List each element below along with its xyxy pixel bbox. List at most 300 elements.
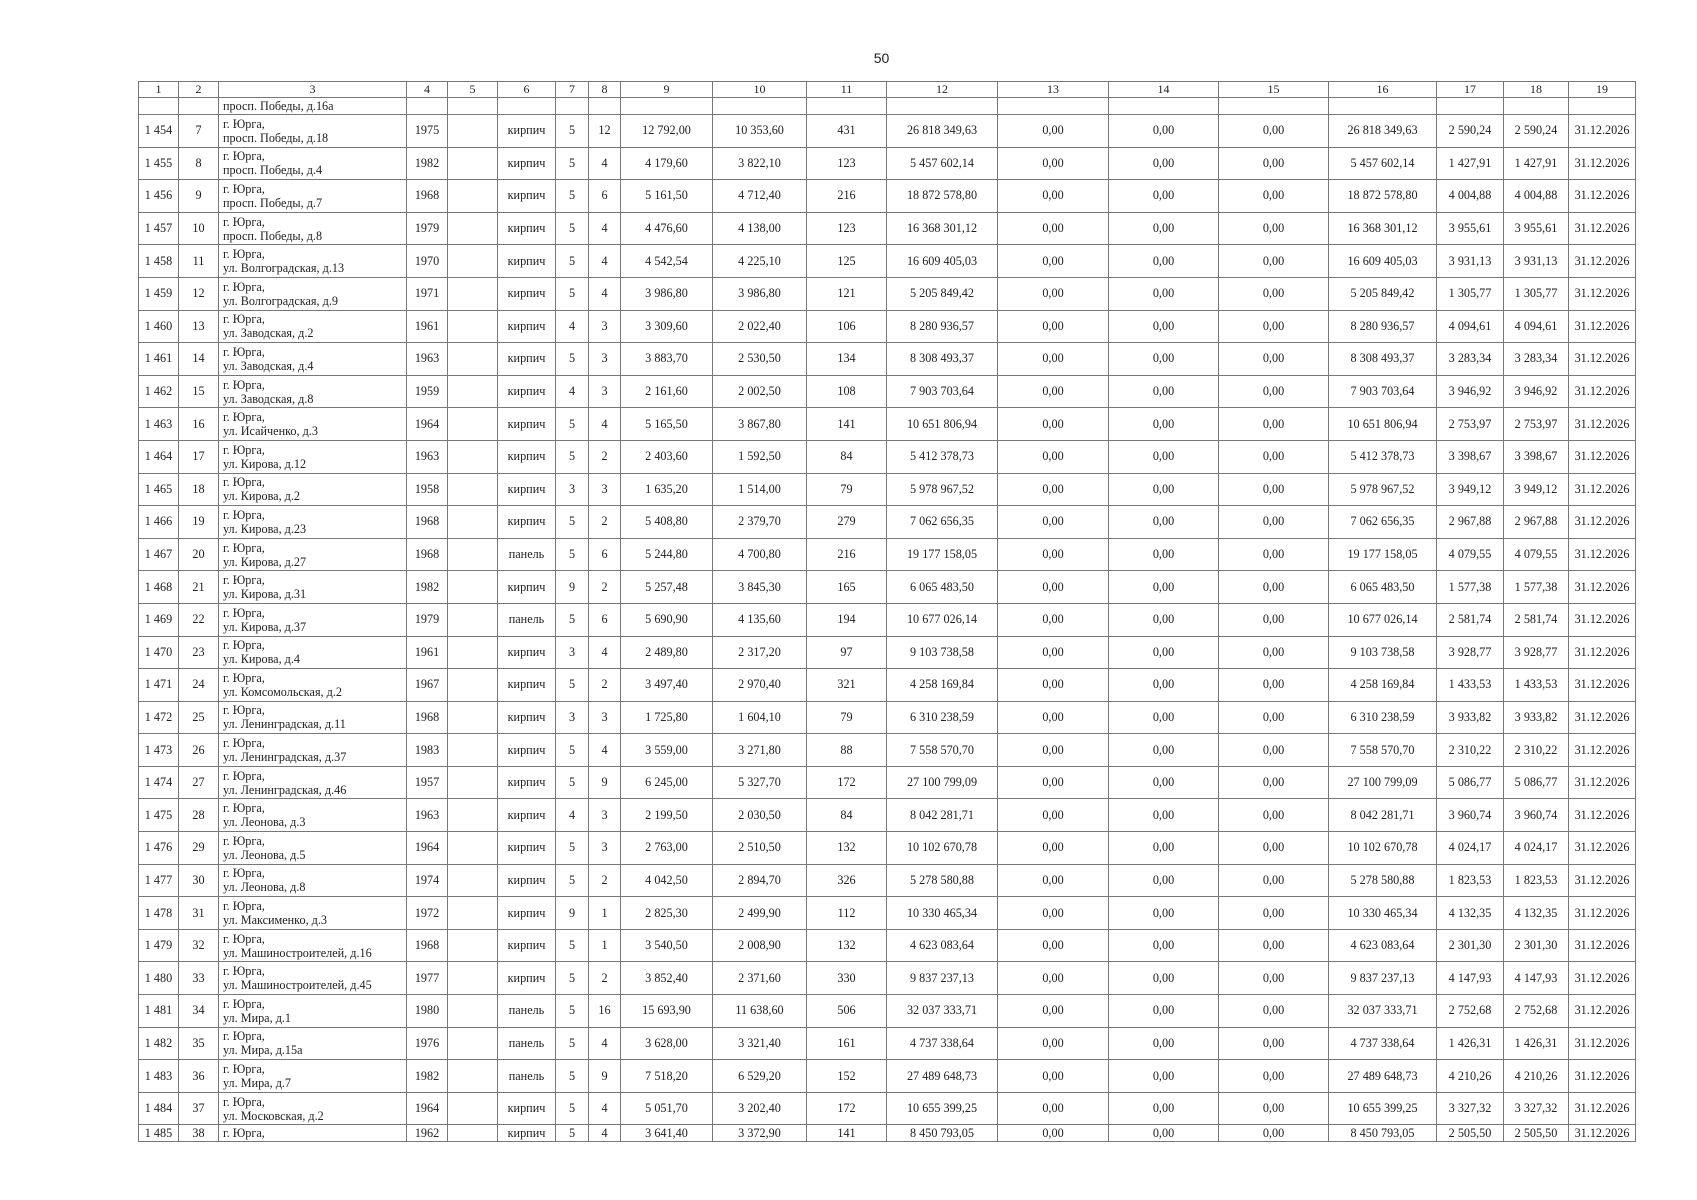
floors-cell: 3 xyxy=(556,473,589,506)
unit-cost-cell: 4 079,55 xyxy=(1437,538,1504,571)
floors-cell: 5 xyxy=(556,538,589,571)
table-row xyxy=(139,180,1636,213)
empty-cell xyxy=(448,180,498,213)
address-city: г. Юрга, xyxy=(223,247,265,262)
value-cell: 0,00 xyxy=(998,115,1109,148)
empty-cell xyxy=(448,277,498,310)
row-id-cell: 1 460 xyxy=(139,310,179,343)
row-id-cell: 1 458 xyxy=(139,245,179,278)
total-cost-cell: 10 102 670,78 xyxy=(1329,832,1437,865)
entrances-cell: 4 xyxy=(589,277,621,310)
material-cell: кирпич xyxy=(498,571,556,604)
unit-cost-cell: 3 955,61 xyxy=(1504,212,1569,245)
residents-cell: 152 xyxy=(807,1060,887,1093)
row-number-cell: 24 xyxy=(179,669,219,702)
value-cell: 0,00 xyxy=(1219,375,1329,408)
total-cost-cell: 18 872 578,80 xyxy=(1329,180,1437,213)
residential-area-cell: 4 700,80 xyxy=(713,538,807,571)
total-cost-cell: 10 677 026,14 xyxy=(1329,603,1437,636)
cost-cell: 5 457 602,14 xyxy=(887,147,998,180)
residential-area-cell: 1 604,10 xyxy=(713,701,807,734)
total-area-cell: 3 559,00 xyxy=(621,734,713,767)
entrances-cell: 6 xyxy=(589,538,621,571)
entrances-cell: 1 xyxy=(589,929,621,962)
residential-area-cell: 1 514,00 xyxy=(713,473,807,506)
material-cell: кирпич xyxy=(498,1092,556,1125)
unit-cost-cell: 3 955,61 xyxy=(1437,212,1504,245)
deadline-cell: 31.12.2026 xyxy=(1569,995,1636,1028)
deadline-cell: 31.12.2026 xyxy=(1569,245,1636,278)
table-row xyxy=(139,669,1636,702)
address-street: просп. Победы, д.4 xyxy=(223,163,323,178)
floors-cell: 5 xyxy=(556,277,589,310)
total-area-cell: 5 690,90 xyxy=(621,603,713,636)
address-street: ул. Леонова, д.8 xyxy=(223,880,306,895)
row-id-cell: 1 484 xyxy=(139,1092,179,1125)
address-cell xyxy=(219,1060,407,1093)
row-number-cell: 38 xyxy=(179,1125,219,1142)
column-header: 4 xyxy=(407,82,448,98)
value-cell: 0,00 xyxy=(1109,962,1219,995)
row-number-cell: 26 xyxy=(179,734,219,767)
value-cell: 0,00 xyxy=(998,832,1109,865)
value-cell: 0,00 xyxy=(1219,995,1329,1028)
value-cell: 0,00 xyxy=(998,245,1109,278)
address-street: ул. Кирова, д.4 xyxy=(223,652,301,667)
value-cell: 0,00 xyxy=(1219,962,1329,995)
cost-cell: 4 258 169,84 xyxy=(887,669,998,702)
residents-cell: 172 xyxy=(807,766,887,799)
floors-cell: 4 xyxy=(556,310,589,343)
year-cell: 1968 xyxy=(407,929,448,962)
value-cell: 0,00 xyxy=(1109,375,1219,408)
unit-cost-cell: 4 210,26 xyxy=(1437,1060,1504,1093)
residents-cell: 132 xyxy=(807,929,887,962)
row-number-cell: 14 xyxy=(179,343,219,376)
year-cell: 1963 xyxy=(407,440,448,473)
column-header: 2 xyxy=(179,82,219,98)
address-cell xyxy=(219,180,407,213)
floors-cell: 5 xyxy=(556,506,589,539)
unit-cost-cell: 2 967,88 xyxy=(1504,506,1569,539)
value-cell: 0,00 xyxy=(1109,506,1219,539)
cost-cell: 6 310 238,59 xyxy=(887,701,998,734)
year-cell: 1983 xyxy=(407,734,448,767)
floors-cell: 5 xyxy=(556,212,589,245)
address-city: г. Юрга, xyxy=(223,1094,265,1109)
floors-cell: 5 xyxy=(556,245,589,278)
row-number-cell: 25 xyxy=(179,701,219,734)
address-street: ул. Ленинградская, д.11 xyxy=(223,717,346,732)
cost-cell: 5 278 580,88 xyxy=(887,864,998,897)
value-cell: 0,00 xyxy=(998,408,1109,441)
year-cell: 1964 xyxy=(407,1092,448,1125)
value-cell: 0,00 xyxy=(998,799,1109,832)
deadline-cell: 31.12.2026 xyxy=(1569,310,1636,343)
value-cell: 0,00 xyxy=(1219,1060,1329,1093)
residents-cell: 216 xyxy=(807,538,887,571)
row-id-cell: 1 478 xyxy=(139,897,179,930)
residents-cell: 84 xyxy=(807,799,887,832)
row-id-cell: 1 480 xyxy=(139,962,179,995)
year-cell: 1974 xyxy=(407,864,448,897)
address-cell xyxy=(219,603,407,636)
total-area-cell: 3 883,70 xyxy=(621,343,713,376)
material-cell: кирпич xyxy=(498,962,556,995)
unit-cost-cell: 1 427,91 xyxy=(1504,147,1569,180)
unit-cost-cell: 4 132,35 xyxy=(1504,897,1569,930)
material-cell: панель xyxy=(498,1060,556,1093)
table-row xyxy=(139,1060,1636,1093)
row-id-cell: 1 457 xyxy=(139,212,179,245)
value-cell: 0,00 xyxy=(998,1125,1109,1142)
cost-cell: 27 489 648,73 xyxy=(887,1060,998,1093)
address-city: г. Юрга, xyxy=(223,573,265,588)
column-header: 9 xyxy=(621,82,713,98)
residential-area-cell: 3 822,10 xyxy=(713,147,807,180)
total-area-cell: 2 763,00 xyxy=(621,832,713,865)
address-city: г. Юрга, xyxy=(223,312,265,327)
total-cost-cell: 27 100 799,09 xyxy=(1329,766,1437,799)
floors-cell: 5 xyxy=(556,180,589,213)
unit-cost-cell: 1 433,53 xyxy=(1504,669,1569,702)
column-header: 5 xyxy=(448,82,498,98)
residents-cell: 165 xyxy=(807,571,887,604)
cost-cell: 10 651 806,94 xyxy=(887,408,998,441)
material-cell: кирпич xyxy=(498,506,556,539)
row-id-cell: 1 485 xyxy=(139,1125,179,1142)
address-street: ул. Мира, д.1 xyxy=(223,1010,292,1025)
value-cell: 0,00 xyxy=(1219,277,1329,310)
address-cell xyxy=(219,115,407,148)
value-cell: 0,00 xyxy=(1109,538,1219,571)
unit-cost-cell: 3 949,12 xyxy=(1437,473,1504,506)
total-area-cell: 3 497,40 xyxy=(621,669,713,702)
table-row xyxy=(139,212,1636,245)
total-cost-cell: 8 042 281,71 xyxy=(1329,799,1437,832)
total-cost-cell: 8 308 493,37 xyxy=(1329,343,1437,376)
value-cell: 0,00 xyxy=(998,995,1109,1028)
table-row xyxy=(139,766,1636,799)
material-cell: кирпич xyxy=(498,636,556,669)
unit-cost-cell: 2 301,30 xyxy=(1437,929,1504,962)
value-cell: 0,00 xyxy=(998,310,1109,343)
total-cost-cell: 9 103 738,58 xyxy=(1329,636,1437,669)
residential-area-cell: 2 970,40 xyxy=(713,669,807,702)
unit-cost-cell: 1 433,53 xyxy=(1437,669,1504,702)
address-street: ул. Леонова, д.3 xyxy=(223,815,306,830)
unit-cost-cell: 1 823,53 xyxy=(1437,864,1504,897)
address-cell xyxy=(219,832,407,865)
row-number-cell: 19 xyxy=(179,506,219,539)
column-header: 15 xyxy=(1219,82,1329,98)
deadline-cell: 31.12.2026 xyxy=(1569,766,1636,799)
unit-cost-cell: 5 086,77 xyxy=(1437,766,1504,799)
value-cell: 0,00 xyxy=(998,603,1109,636)
unit-cost-cell: 1 577,38 xyxy=(1504,571,1569,604)
value-cell: 0,00 xyxy=(998,212,1109,245)
row-id-cell: 1 474 xyxy=(139,766,179,799)
deadline-cell: 31.12.2026 xyxy=(1569,538,1636,571)
residents-cell: 506 xyxy=(807,995,887,1028)
residential-area-cell: 3 271,80 xyxy=(713,734,807,767)
value-cell: 0,00 xyxy=(1219,147,1329,180)
empty-cell xyxy=(448,603,498,636)
deadline-cell: 31.12.2026 xyxy=(1569,603,1636,636)
material-cell: кирпич xyxy=(498,929,556,962)
address-street: просп. Победы, д.18 xyxy=(223,130,329,145)
value-cell: 0,00 xyxy=(1219,701,1329,734)
total-area-cell: 6 245,00 xyxy=(621,766,713,799)
entrances-cell: 9 xyxy=(589,766,621,799)
total-area-cell: 5 257,48 xyxy=(621,571,713,604)
unit-cost-cell: 3 398,67 xyxy=(1437,440,1504,473)
cost-cell: 8 042 281,71 xyxy=(887,799,998,832)
cost-cell: 7 062 656,35 xyxy=(887,506,998,539)
row-id-cell: 1 473 xyxy=(139,734,179,767)
value-cell: 0,00 xyxy=(1109,440,1219,473)
row-id-cell: 1 477 xyxy=(139,864,179,897)
total-area-cell: 2 825,30 xyxy=(621,897,713,930)
cost-cell: 27 100 799,09 xyxy=(887,766,998,799)
unit-cost-cell: 1 426,31 xyxy=(1504,1027,1569,1060)
total-area-cell: 1 635,20 xyxy=(621,473,713,506)
material-cell: кирпич xyxy=(498,897,556,930)
total-cost-cell: 7 903 703,64 xyxy=(1329,375,1437,408)
residents-cell: 112 xyxy=(807,897,887,930)
row-id-cell: 1 472 xyxy=(139,701,179,734)
year-cell: 1979 xyxy=(407,212,448,245)
table-row xyxy=(139,473,1636,506)
cost-cell: 16 609 405,03 xyxy=(887,245,998,278)
empty-cell xyxy=(448,734,498,767)
address-city: г. Юрга, xyxy=(223,931,265,946)
entrances-cell: 4 xyxy=(589,212,621,245)
deadline-cell: 31.12.2026 xyxy=(1569,115,1636,148)
address-street: ул. Заводская, д.2 xyxy=(223,326,314,341)
floors-cell: 5 xyxy=(556,962,589,995)
floors-cell: 5 xyxy=(556,1092,589,1125)
empty-cell xyxy=(448,897,498,930)
row-number-cell: 31 xyxy=(179,897,219,930)
material-cell: кирпич xyxy=(498,799,556,832)
unit-cost-cell: 1 823,53 xyxy=(1504,864,1569,897)
unit-cost-cell: 3 283,34 xyxy=(1504,343,1569,376)
empty-cell xyxy=(448,832,498,865)
row-id-cell: 1 461 xyxy=(139,343,179,376)
floors-cell: 5 xyxy=(556,408,589,441)
total-area-cell: 3 628,00 xyxy=(621,1027,713,1060)
cost-cell: 16 368 301,12 xyxy=(887,212,998,245)
cost-cell: 8 308 493,37 xyxy=(887,343,998,376)
entrances-cell: 3 xyxy=(589,375,621,408)
value-cell: 0,00 xyxy=(1109,799,1219,832)
value-cell: 0,00 xyxy=(998,864,1109,897)
unit-cost-cell: 2 505,50 xyxy=(1504,1125,1569,1142)
address-city: г. Юрга, xyxy=(223,768,265,783)
floors-cell: 5 xyxy=(556,343,589,376)
residents-cell: 161 xyxy=(807,1027,887,1060)
value-cell: 0,00 xyxy=(1109,1092,1219,1125)
table-row xyxy=(139,1092,1636,1125)
total-cost-cell: 5 205 849,42 xyxy=(1329,277,1437,310)
total-area-cell: 4 542,54 xyxy=(621,245,713,278)
empty-cell xyxy=(448,375,498,408)
empty-cell xyxy=(448,506,498,539)
row-id-cell: 1 466 xyxy=(139,506,179,539)
cost-cell: 8 280 936,57 xyxy=(887,310,998,343)
residential-area-cell: 2 499,90 xyxy=(713,897,807,930)
residential-area-cell: 3 867,80 xyxy=(713,408,807,441)
unit-cost-cell: 1 305,77 xyxy=(1437,277,1504,310)
residents-cell: 125 xyxy=(807,245,887,278)
total-area-cell: 2 489,80 xyxy=(621,636,713,669)
address-street: ул. Кирова, д.27 xyxy=(223,554,307,569)
table-row xyxy=(139,245,1636,278)
table-row xyxy=(139,995,1636,1028)
deadline-cell: 31.12.2026 xyxy=(1569,473,1636,506)
year-cell: 1979 xyxy=(407,603,448,636)
value-cell: 0,00 xyxy=(998,701,1109,734)
floors-cell: 5 xyxy=(556,440,589,473)
unit-cost-cell: 5 086,77 xyxy=(1504,766,1569,799)
value-cell: 0,00 xyxy=(1109,1060,1219,1093)
address-street: ул. Машиностроителей, д.45 xyxy=(223,978,372,993)
total-cost-cell: 5 278 580,88 xyxy=(1329,864,1437,897)
value-cell: 0,00 xyxy=(1109,734,1219,767)
row-number-cell: 30 xyxy=(179,864,219,897)
entrances-cell: 3 xyxy=(589,310,621,343)
empty-cell xyxy=(448,571,498,604)
value-cell: 0,00 xyxy=(1109,995,1219,1028)
deadline-cell: 31.12.2026 xyxy=(1569,929,1636,962)
unit-cost-cell: 3 283,34 xyxy=(1437,343,1504,376)
residents-cell: 141 xyxy=(807,1125,887,1142)
floors-cell: 5 xyxy=(556,995,589,1028)
material-cell: панель xyxy=(498,995,556,1028)
address-cell xyxy=(219,1092,407,1125)
unit-cost-cell: 3 931,13 xyxy=(1504,245,1569,278)
empty-cell xyxy=(448,962,498,995)
column-header: 18 xyxy=(1504,82,1569,98)
empty-cell xyxy=(448,408,498,441)
deadline-cell: 31.12.2026 xyxy=(1569,1060,1636,1093)
value-cell: 0,00 xyxy=(998,538,1109,571)
unit-cost-cell: 1 305,77 xyxy=(1504,277,1569,310)
address-city: г. Юрга, xyxy=(223,410,265,425)
total-cost-cell: 19 177 158,05 xyxy=(1329,538,1437,571)
value-cell: 0,00 xyxy=(1109,1125,1219,1142)
floors-cell: 5 xyxy=(556,832,589,865)
address-cell xyxy=(219,277,407,310)
residential-area-cell: 2 317,20 xyxy=(713,636,807,669)
material-cell: панель xyxy=(498,1027,556,1060)
residents-cell: 84 xyxy=(807,440,887,473)
address-street: ул. Кирова, д.12 xyxy=(223,456,307,471)
unit-cost-cell: 4 024,17 xyxy=(1504,832,1569,865)
address-street: ул. Кирова, д.37 xyxy=(223,619,307,634)
row-number-cell: 33 xyxy=(179,962,219,995)
total-cost-cell: 8 450 793,05 xyxy=(1329,1125,1437,1142)
total-area-cell: 3 852,40 xyxy=(621,962,713,995)
total-area-cell: 15 693,90 xyxy=(621,995,713,1028)
residents-cell: 330 xyxy=(807,962,887,995)
value-cell: 0,00 xyxy=(1109,115,1219,148)
address-city: г. Юрга, xyxy=(223,540,265,555)
material-cell: кирпич xyxy=(498,766,556,799)
row-id-cell: 1 471 xyxy=(139,669,179,702)
address-street: ул. Кирова, д.2 xyxy=(223,489,301,504)
year-cell: 1968 xyxy=(407,506,448,539)
value-cell: 0,00 xyxy=(998,1060,1109,1093)
year-cell: 1980 xyxy=(407,995,448,1028)
unit-cost-cell: 2 752,68 xyxy=(1437,995,1504,1028)
empty-cell xyxy=(448,1027,498,1060)
row-id-cell: 1 463 xyxy=(139,408,179,441)
value-cell: 0,00 xyxy=(1109,929,1219,962)
deadline-cell: 31.12.2026 xyxy=(1569,864,1636,897)
table-row xyxy=(139,603,1636,636)
address-cell xyxy=(219,701,407,734)
address-street: ул. Заводская, д.4 xyxy=(223,358,314,373)
empty-cell xyxy=(448,310,498,343)
address-cell xyxy=(219,734,407,767)
entrances-cell: 4 xyxy=(589,1092,621,1125)
residents-cell: 194 xyxy=(807,603,887,636)
column-header: 7 xyxy=(556,82,589,98)
residents-cell: 321 xyxy=(807,669,887,702)
value-cell: 0,00 xyxy=(1219,1125,1329,1142)
value-cell: 0,00 xyxy=(998,1092,1109,1125)
row-number-cell: 9 xyxy=(179,180,219,213)
row-number-cell: 10 xyxy=(179,212,219,245)
address-street: ул. Волгоградская, д.13 xyxy=(223,261,345,276)
deadline-cell: 31.12.2026 xyxy=(1569,1027,1636,1060)
unit-cost-cell: 2 752,68 xyxy=(1504,995,1569,1028)
column-number-header xyxy=(139,82,1636,98)
year-cell: 1982 xyxy=(407,571,448,604)
row-number-cell: 27 xyxy=(179,766,219,799)
deadline-cell: 31.12.2026 xyxy=(1569,506,1636,539)
empty-cell xyxy=(448,1060,498,1093)
floors-cell: 5 xyxy=(556,147,589,180)
empty-cell xyxy=(448,799,498,832)
value-cell: 0,00 xyxy=(1219,571,1329,604)
value-cell: 0,00 xyxy=(1219,864,1329,897)
row-id-cell: 1 462 xyxy=(139,375,179,408)
column-header: 14 xyxy=(1109,82,1219,98)
value-cell: 0,00 xyxy=(1219,1092,1329,1125)
unit-cost-cell: 3 931,13 xyxy=(1437,245,1504,278)
year-cell: 1967 xyxy=(407,669,448,702)
value-cell: 0,00 xyxy=(1109,701,1219,734)
year-cell: 1968 xyxy=(407,538,448,571)
value-cell: 0,00 xyxy=(998,277,1109,310)
entrances-cell: 4 xyxy=(589,245,621,278)
address-city: г. Юрга, xyxy=(223,866,265,881)
table-row xyxy=(139,734,1636,767)
total-cost-cell: 5 412 378,73 xyxy=(1329,440,1437,473)
unit-cost-cell: 3 946,92 xyxy=(1504,375,1569,408)
value-cell: 0,00 xyxy=(1109,343,1219,376)
unit-cost-cell: 3 928,77 xyxy=(1437,636,1504,669)
value-cell: 0,00 xyxy=(1109,832,1219,865)
address-cell xyxy=(219,473,407,506)
residents-cell: 108 xyxy=(807,375,887,408)
row-id-cell: 1 483 xyxy=(139,1060,179,1093)
residential-area-cell: 4 225,10 xyxy=(713,245,807,278)
entrances-cell: 2 xyxy=(589,864,621,897)
